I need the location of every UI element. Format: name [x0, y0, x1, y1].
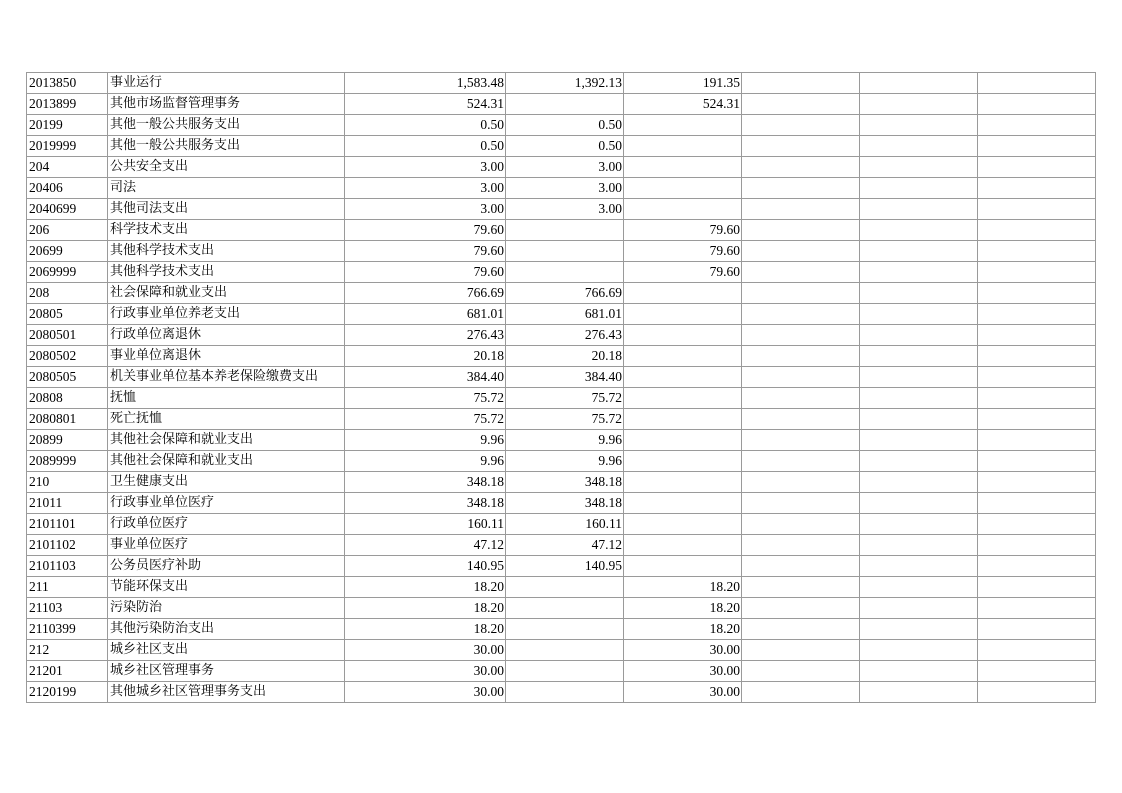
empty-cell [860, 409, 978, 430]
empty-cell [978, 367, 1096, 388]
total-amount-cell: 47.12 [345, 535, 506, 556]
basic-expenditure-cell [506, 619, 624, 640]
total-amount-cell: 9.96 [345, 451, 506, 472]
account-name-cell: 其他城乡社区管理事务支出 [108, 682, 345, 703]
table-row [27, 535, 1096, 556]
account-code-cell: 20899 [27, 430, 108, 451]
empty-cell [978, 199, 1096, 220]
empty-cell [978, 472, 1096, 493]
empty-cell [860, 682, 978, 703]
account-name-cell: 行政单位医疗 [108, 514, 345, 535]
table-row [27, 661, 1096, 682]
account-code-cell: 2069999 [27, 262, 108, 283]
account-name-cell: 事业单位离退休 [108, 346, 345, 367]
table-row [27, 451, 1096, 472]
empty-cell [860, 577, 978, 598]
empty-cell [742, 136, 860, 157]
empty-cell [742, 556, 860, 577]
basic-expenditure-cell: 160.11 [506, 514, 624, 535]
empty-cell [860, 514, 978, 535]
table-row [27, 388, 1096, 409]
empty-cell [860, 220, 978, 241]
empty-cell [978, 514, 1096, 535]
basic-expenditure-cell: 9.96 [506, 430, 624, 451]
table-row [27, 94, 1096, 115]
project-expenditure-cell [624, 514, 742, 535]
account-code-cell: 20808 [27, 388, 108, 409]
project-expenditure-cell [624, 157, 742, 178]
empty-cell [860, 283, 978, 304]
project-expenditure-cell [624, 493, 742, 514]
table-row [27, 325, 1096, 346]
empty-cell [978, 157, 1096, 178]
empty-cell [742, 367, 860, 388]
empty-cell [978, 115, 1096, 136]
project-expenditure-cell [624, 346, 742, 367]
account-name-cell: 科学技术支出 [108, 220, 345, 241]
total-amount-cell: 276.43 [345, 325, 506, 346]
total-amount-cell: 681.01 [345, 304, 506, 325]
empty-cell [742, 220, 860, 241]
budget-expenditure-table [26, 72, 1096, 703]
account-code-cell: 211 [27, 577, 108, 598]
total-amount-cell: 30.00 [345, 682, 506, 703]
basic-expenditure-cell: 384.40 [506, 367, 624, 388]
account-code-cell: 2080501 [27, 325, 108, 346]
basic-expenditure-cell: 766.69 [506, 283, 624, 304]
basic-expenditure-cell [506, 220, 624, 241]
empty-cell [742, 325, 860, 346]
basic-expenditure-cell: 0.50 [506, 115, 624, 136]
empty-cell [742, 283, 860, 304]
table-row [27, 514, 1096, 535]
total-amount-cell: 0.50 [345, 115, 506, 136]
empty-cell [742, 262, 860, 283]
total-amount-cell: 79.60 [345, 241, 506, 262]
empty-cell [742, 115, 860, 136]
account-name-cell: 死亡抚恤 [108, 409, 345, 430]
project-expenditure-cell [624, 199, 742, 220]
table-row [27, 682, 1096, 703]
project-expenditure-cell: 18.20 [624, 577, 742, 598]
table-row [27, 73, 1096, 94]
empty-cell [742, 598, 860, 619]
empty-cell [978, 493, 1096, 514]
account-name-cell: 其他社会保障和就业支出 [108, 451, 345, 472]
table-row [27, 556, 1096, 577]
account-code-cell: 2080801 [27, 409, 108, 430]
total-amount-cell: 140.95 [345, 556, 506, 577]
empty-cell [742, 493, 860, 514]
account-code-cell: 2101103 [27, 556, 108, 577]
empty-cell [860, 640, 978, 661]
empty-cell [860, 346, 978, 367]
table-row [27, 430, 1096, 451]
table-row [27, 199, 1096, 220]
total-amount-cell: 0.50 [345, 136, 506, 157]
empty-cell [742, 661, 860, 682]
empty-cell [860, 304, 978, 325]
empty-cell [742, 346, 860, 367]
table-row [27, 472, 1096, 493]
table-row [27, 136, 1096, 157]
basic-expenditure-cell: 3.00 [506, 157, 624, 178]
account-code-cell: 20406 [27, 178, 108, 199]
account-code-cell: 20805 [27, 304, 108, 325]
empty-cell [860, 472, 978, 493]
account-code-cell: 2040699 [27, 199, 108, 220]
basic-expenditure-cell: 140.95 [506, 556, 624, 577]
project-expenditure-cell [624, 388, 742, 409]
empty-cell [978, 136, 1096, 157]
total-amount-cell: 9.96 [345, 430, 506, 451]
empty-cell [860, 556, 978, 577]
empty-cell [860, 178, 978, 199]
empty-cell [742, 199, 860, 220]
total-amount-cell: 18.20 [345, 619, 506, 640]
empty-cell [742, 241, 860, 262]
table-row [27, 115, 1096, 136]
project-expenditure-cell: 191.35 [624, 73, 742, 94]
total-amount-cell: 766.69 [345, 283, 506, 304]
empty-cell [978, 178, 1096, 199]
basic-expenditure-cell [506, 661, 624, 682]
empty-cell [978, 262, 1096, 283]
account-code-cell: 20199 [27, 115, 108, 136]
project-expenditure-cell [624, 451, 742, 472]
empty-cell [742, 640, 860, 661]
empty-cell [978, 577, 1096, 598]
account-code-cell: 210 [27, 472, 108, 493]
total-amount-cell: 3.00 [345, 199, 506, 220]
account-name-cell: 其他科学技术支出 [108, 241, 345, 262]
empty-cell [978, 535, 1096, 556]
account-name-cell: 社会保障和就业支出 [108, 283, 345, 304]
account-name-cell: 行政事业单位养老支出 [108, 304, 345, 325]
empty-cell [978, 409, 1096, 430]
basic-expenditure-cell [506, 598, 624, 619]
basic-expenditure-cell: 9.96 [506, 451, 624, 472]
empty-cell [860, 199, 978, 220]
project-expenditure-cell [624, 115, 742, 136]
account-name-cell: 公共安全支出 [108, 157, 345, 178]
table-row [27, 178, 1096, 199]
basic-expenditure-cell [506, 682, 624, 703]
empty-cell [860, 325, 978, 346]
total-amount-cell: 20.18 [345, 346, 506, 367]
account-code-cell: 2120199 [27, 682, 108, 703]
account-name-cell: 卫生健康支出 [108, 472, 345, 493]
empty-cell [978, 346, 1096, 367]
empty-cell [742, 619, 860, 640]
basic-expenditure-cell [506, 577, 624, 598]
project-expenditure-cell [624, 472, 742, 493]
empty-cell [742, 472, 860, 493]
basic-expenditure-cell: 3.00 [506, 178, 624, 199]
project-expenditure-cell: 30.00 [624, 640, 742, 661]
basic-expenditure-cell: 75.72 [506, 409, 624, 430]
account-code-cell: 212 [27, 640, 108, 661]
empty-cell [978, 661, 1096, 682]
empty-cell [860, 367, 978, 388]
basic-expenditure-cell: 348.18 [506, 472, 624, 493]
account-name-cell: 其他司法支出 [108, 199, 345, 220]
basic-expenditure-cell: 348.18 [506, 493, 624, 514]
table-row [27, 304, 1096, 325]
empty-cell [742, 73, 860, 94]
basic-expenditure-cell: 47.12 [506, 535, 624, 556]
empty-cell [860, 430, 978, 451]
account-name-cell: 司法 [108, 178, 345, 199]
basic-expenditure-cell: 1,392.13 [506, 73, 624, 94]
empty-cell [978, 451, 1096, 472]
project-expenditure-cell [624, 178, 742, 199]
account-code-cell: 20699 [27, 241, 108, 262]
project-expenditure-cell [624, 430, 742, 451]
project-expenditure-cell: 18.20 [624, 619, 742, 640]
account-code-cell: 2089999 [27, 451, 108, 472]
empty-cell [978, 220, 1096, 241]
empty-cell [742, 94, 860, 115]
empty-cell [742, 388, 860, 409]
empty-cell [978, 640, 1096, 661]
total-amount-cell: 30.00 [345, 661, 506, 682]
empty-cell [978, 73, 1096, 94]
account-name-cell: 其他一般公共服务支出 [108, 136, 345, 157]
total-amount-cell: 1,583.48 [345, 73, 506, 94]
table-row [27, 157, 1096, 178]
empty-cell [742, 514, 860, 535]
account-name-cell: 公务员医疗补助 [108, 556, 345, 577]
basic-expenditure-cell: 681.01 [506, 304, 624, 325]
empty-cell [860, 73, 978, 94]
empty-cell [978, 94, 1096, 115]
total-amount-cell: 384.40 [345, 367, 506, 388]
empty-cell [742, 535, 860, 556]
table-row [27, 346, 1096, 367]
empty-cell [860, 241, 978, 262]
account-name-cell: 城乡社区支出 [108, 640, 345, 661]
account-name-cell: 其他市场监督管理事务 [108, 94, 345, 115]
empty-cell [860, 157, 978, 178]
project-expenditure-cell [624, 136, 742, 157]
project-expenditure-cell [624, 535, 742, 556]
project-expenditure-cell [624, 367, 742, 388]
table-row [27, 598, 1096, 619]
table-row [27, 262, 1096, 283]
project-expenditure-cell: 30.00 [624, 661, 742, 682]
account-code-cell: 21103 [27, 598, 108, 619]
table-row [27, 493, 1096, 514]
table-row [27, 640, 1096, 661]
empty-cell [742, 157, 860, 178]
account-code-cell: 21201 [27, 661, 108, 682]
account-name-cell: 行政事业单位医疗 [108, 493, 345, 514]
account-name-cell: 抚恤 [108, 388, 345, 409]
empty-cell [742, 451, 860, 472]
basic-expenditure-cell [506, 241, 624, 262]
account-name-cell: 其他社会保障和就业支出 [108, 430, 345, 451]
total-amount-cell: 79.60 [345, 262, 506, 283]
empty-cell [860, 661, 978, 682]
project-expenditure-cell [624, 556, 742, 577]
total-amount-cell: 348.18 [345, 472, 506, 493]
table-row [27, 577, 1096, 598]
account-name-cell: 其他科学技术支出 [108, 262, 345, 283]
table-row [27, 619, 1096, 640]
account-code-cell: 2013850 [27, 73, 108, 94]
empty-cell [860, 598, 978, 619]
basic-expenditure-cell: 0.50 [506, 136, 624, 157]
account-code-cell: 2080502 [27, 346, 108, 367]
table-row [27, 409, 1096, 430]
account-code-cell: 21011 [27, 493, 108, 514]
project-expenditure-cell: 30.00 [624, 682, 742, 703]
project-expenditure-cell [624, 325, 742, 346]
empty-cell [860, 94, 978, 115]
account-code-cell: 2110399 [27, 619, 108, 640]
project-expenditure-cell: 524.31 [624, 94, 742, 115]
basic-expenditure-cell: 75.72 [506, 388, 624, 409]
project-expenditure-cell: 18.20 [624, 598, 742, 619]
empty-cell [978, 682, 1096, 703]
empty-cell [860, 619, 978, 640]
empty-cell [742, 409, 860, 430]
table-row [27, 367, 1096, 388]
empty-cell [860, 535, 978, 556]
empty-cell [978, 325, 1096, 346]
account-name-cell: 城乡社区管理事务 [108, 661, 345, 682]
total-amount-cell: 30.00 [345, 640, 506, 661]
account-code-cell: 2080505 [27, 367, 108, 388]
basic-expenditure-cell [506, 640, 624, 661]
empty-cell [978, 241, 1096, 262]
project-expenditure-cell [624, 283, 742, 304]
basic-expenditure-cell [506, 94, 624, 115]
total-amount-cell: 348.18 [345, 493, 506, 514]
empty-cell [860, 451, 978, 472]
project-expenditure-cell: 79.60 [624, 241, 742, 262]
table-row [27, 241, 1096, 262]
account-code-cell: 208 [27, 283, 108, 304]
total-amount-cell: 75.72 [345, 388, 506, 409]
empty-cell [742, 682, 860, 703]
account-code-cell: 2013899 [27, 94, 108, 115]
project-expenditure-cell [624, 304, 742, 325]
basic-expenditure-cell: 276.43 [506, 325, 624, 346]
empty-cell [978, 304, 1096, 325]
account-code-cell: 2101102 [27, 535, 108, 556]
total-amount-cell: 3.00 [345, 178, 506, 199]
table-row [27, 220, 1096, 241]
project-expenditure-cell [624, 409, 742, 430]
basic-expenditure-cell [506, 262, 624, 283]
empty-cell [978, 388, 1096, 409]
empty-cell [742, 178, 860, 199]
account-name-cell: 事业单位医疗 [108, 535, 345, 556]
table-body [27, 73, 1096, 703]
account-code-cell: 204 [27, 157, 108, 178]
total-amount-cell: 160.11 [345, 514, 506, 535]
total-amount-cell: 3.00 [345, 157, 506, 178]
account-name-cell: 节能环保支出 [108, 577, 345, 598]
empty-cell [860, 262, 978, 283]
empty-cell [978, 598, 1096, 619]
empty-cell [742, 577, 860, 598]
account-name-cell: 行政单位离退休 [108, 325, 345, 346]
empty-cell [860, 388, 978, 409]
project-expenditure-cell: 79.60 [624, 262, 742, 283]
empty-cell [742, 430, 860, 451]
basic-expenditure-cell: 20.18 [506, 346, 624, 367]
empty-cell [978, 283, 1096, 304]
total-amount-cell: 18.20 [345, 577, 506, 598]
account-name-cell: 机关事业单位基本养老保险缴费支出 [108, 367, 345, 388]
total-amount-cell: 79.60 [345, 220, 506, 241]
empty-cell [860, 136, 978, 157]
account-name-cell: 污染防治 [108, 598, 345, 619]
account-name-cell: 其他一般公共服务支出 [108, 115, 345, 136]
account-name-cell: 其他污染防治支出 [108, 619, 345, 640]
empty-cell [860, 115, 978, 136]
basic-expenditure-cell: 3.00 [506, 199, 624, 220]
total-amount-cell: 524.31 [345, 94, 506, 115]
project-expenditure-cell: 79.60 [624, 220, 742, 241]
account-code-cell: 2019999 [27, 136, 108, 157]
account-code-cell: 206 [27, 220, 108, 241]
empty-cell [978, 556, 1096, 577]
empty-cell [742, 304, 860, 325]
total-amount-cell: 18.20 [345, 598, 506, 619]
total-amount-cell: 75.72 [345, 409, 506, 430]
empty-cell [978, 430, 1096, 451]
empty-cell [978, 619, 1096, 640]
account-code-cell: 2101101 [27, 514, 108, 535]
table-row [27, 283, 1096, 304]
empty-cell [860, 493, 978, 514]
account-name-cell: 事业运行 [108, 73, 345, 94]
